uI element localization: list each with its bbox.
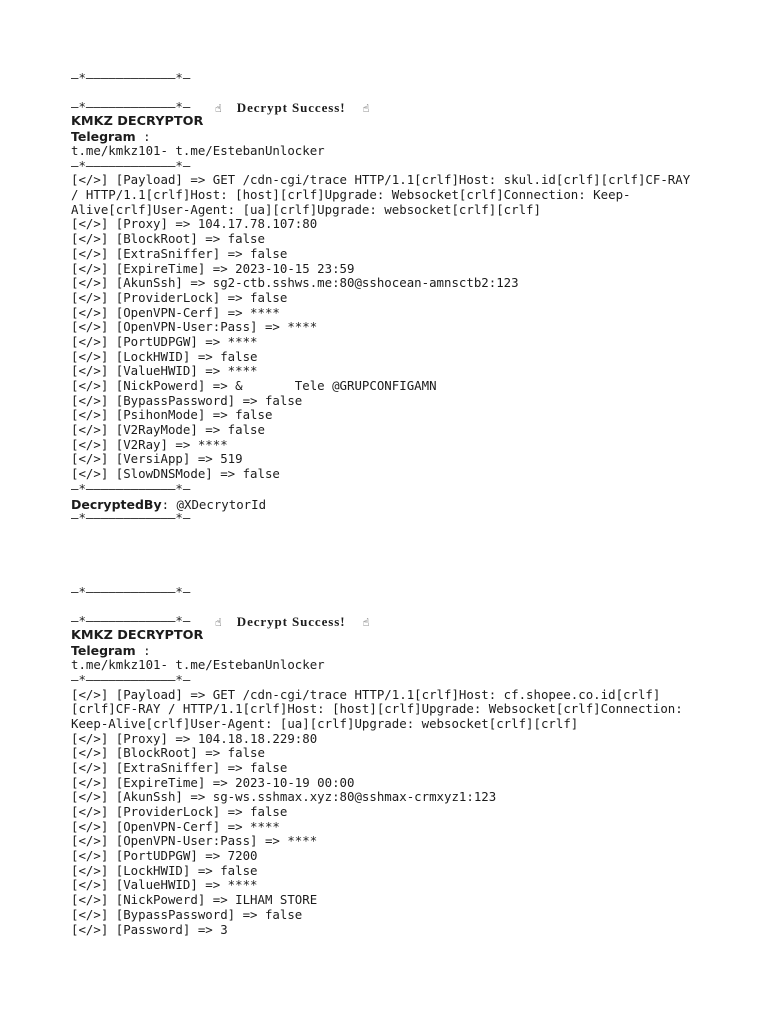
payload-line-3: Keep-Alive[crlf]User-Agent: [ua][crlf]Upgrade: websocket[crlf][crlf] xyxy=(71,715,579,731)
bypass-password-field: [</>] [BypassPassword] => false xyxy=(71,906,303,922)
port-udpgw-field: [</>] [PortUDPGW] => 7200 xyxy=(71,848,258,864)
brand-title: KMKZ DECRYPTOR xyxy=(71,627,204,643)
separator: —*————————————*— xyxy=(71,510,191,526)
block-root-field: [</>] [BlockRoot] => false xyxy=(71,745,265,761)
telegram-links: t.me/kmkz101- t.me/EstebanUnlocker xyxy=(71,657,325,673)
psihon-mode-field: [</>] [PsihonMode] => false xyxy=(71,407,273,423)
provider-lock-field: [</>] [ProviderLock] => false xyxy=(71,289,288,305)
decrypted-by-row xyxy=(71,497,751,512)
value-hwid-field: [</>] [ValueHWID] => **** xyxy=(71,877,258,893)
success-banner xyxy=(71,599,751,630)
versi-app-field: [</>] [VersiApp] => 519 xyxy=(71,451,243,467)
telegram-links: t.me/kmkz101- t.me/EstebanUnlocker xyxy=(71,143,325,159)
proxy-field: [</>] [Proxy] => 104.17.78.107:80 xyxy=(71,216,318,232)
hand-pointing-up-icon xyxy=(213,616,224,631)
hand-pointing-up-icon xyxy=(213,102,224,117)
decrypted-by-value: : @XDecrytorId xyxy=(161,496,267,512)
slow-dns-mode-field: [</>] [SlowDNSMode] => false xyxy=(71,466,280,482)
v2ray-field: [</>] [V2Ray] => **** xyxy=(71,436,228,452)
document-page xyxy=(71,71,751,938)
blank-gap xyxy=(71,526,751,585)
payload-line-2: [crlf]CF-RAY / HTTP/1.1[crlf]Host: [host][crlf]Upgrade: Websocket[crlf]Connection: xyxy=(71,701,683,717)
lock-hwid-field: [</>] [LockHWID] => false xyxy=(71,862,258,878)
akun-ssh-field: [</>] [AkunSsh] => sg2-ctb.sshws.me:80@sshocean-amnsctb2:123 xyxy=(71,275,519,291)
akun-ssh-field: [</>] [AkunSsh] => sg-ws.sshmax.xyz:80@sshmax-crmxyz1:123 xyxy=(71,789,497,805)
separator: —*————————————*— xyxy=(71,480,191,496)
bypass-password-field: [</>] [BypassPassword] => false xyxy=(71,392,303,408)
port-udpgw-field: [</>] [PortUDPGW] => **** xyxy=(71,333,258,349)
decrypt-result-1 xyxy=(71,71,751,526)
nick-powerd-field: [</>] [NickPowerd] => ILHAM STORE xyxy=(71,892,318,908)
payload-line-3: Alive[crlf]User-Agent: [ua][crlf]Upgrade: websocket[crlf][crlf] xyxy=(71,201,541,217)
separator: —*————————————*— xyxy=(71,98,191,114)
hand-pointing-up-icon xyxy=(360,102,371,117)
telegram-colon: : xyxy=(135,643,151,659)
block-root-field: [</>] [BlockRoot] => false xyxy=(71,231,265,247)
provider-lock-field: [</>] [ProviderLock] => false xyxy=(71,804,288,820)
separator: —*————————————*— xyxy=(71,157,191,173)
password-field: [</>] [Password] => 3 xyxy=(71,921,228,937)
payload-line-1: [</>] [Payload] => GET /cdn-cgi/trace HTTP/1.1[crlf]Host: skul.id[crlf][crlf]CF-RAY xyxy=(71,172,691,188)
extra-sniffer-field: [</>] [ExtraSniffer] => false xyxy=(71,245,288,261)
payload-line-1: [</>] [Payload] => GET /cdn-cgi/trace HTTP/1.1[crlf]Host: cf.shopee.co.id[crlf] xyxy=(71,686,661,702)
success-banner xyxy=(71,85,751,115)
proxy-field: [</>] [Proxy] => 104.18.18.229:80 xyxy=(71,730,318,746)
lock-hwid-field: [</>] [LockHWID] => false xyxy=(71,348,258,364)
separator: —*————————————*— xyxy=(71,613,191,629)
openvpn-user-pass-field: [</>] [OpenVPN-User:Pass] => **** xyxy=(71,833,318,849)
decrypted-by-label: DecryptedBy xyxy=(71,496,162,512)
nick-powerd-field: [</>] [NickPowerd] => & Tele @GRUPCONFIGAMN xyxy=(71,378,437,394)
separator: —*————————————*— xyxy=(71,671,191,687)
extra-sniffer-field: [</>] [ExtraSniffer] => false xyxy=(71,759,288,775)
separator: —*————————————*— xyxy=(71,583,191,599)
value-hwid-field: [</>] [ValueHWID] => **** xyxy=(71,363,258,379)
v2ray-mode-field: [</>] [V2RayMode] => false xyxy=(71,422,265,438)
hand-pointing-up-icon xyxy=(360,616,371,631)
openvpn-cerf-field: [</>] [OpenVPN-Cerf] => **** xyxy=(71,818,280,834)
brand-title: KMKZ DECRYPTOR xyxy=(71,113,204,129)
banner-title: Decrypt Success! xyxy=(236,614,346,630)
separator: —*————————————*— xyxy=(71,69,191,85)
openvpn-user-pass-field: [</>] [OpenVPN-User:Pass] => **** xyxy=(71,319,318,335)
banner-title: Decrypt Success! xyxy=(236,99,346,115)
expire-time-field: [</>] [ExpireTime] => 2023-10-19 00:00 xyxy=(71,774,355,790)
telegram-colon: : xyxy=(135,129,151,145)
payload-line-2: / HTTP/1.1[crlf]Host: [host][crlf]Upgrade: Websocket[crlf]Connection: Keep- xyxy=(71,187,631,203)
expire-time-field: [</>] [ExpireTime] => 2023-10-15 23:59 xyxy=(71,260,355,276)
openvpn-cerf-field: [</>] [OpenVPN-Cerf] => **** xyxy=(71,304,280,320)
decrypt-result-2 xyxy=(71,585,751,938)
telegram-label: Telegram xyxy=(71,129,136,145)
telegram-label: Telegram xyxy=(71,643,136,659)
